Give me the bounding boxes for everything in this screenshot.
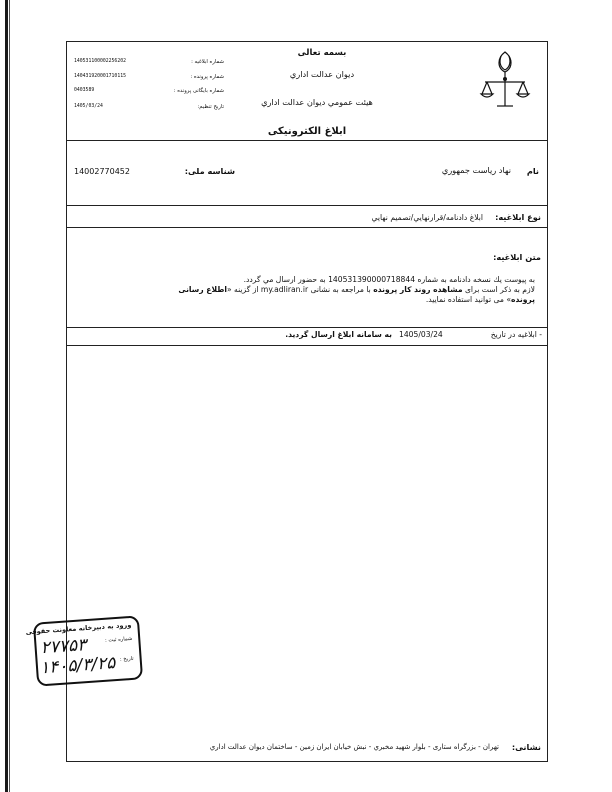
notice-text-line-2-part-b: مشاهده روند کار پرونده xyxy=(373,285,463,294)
scan-edge-line xyxy=(9,0,10,792)
notice-text-line-2-part-d: اطلاع رسانی xyxy=(178,285,227,294)
divider xyxy=(67,227,547,228)
notice-text-line-2-part-a: لازم به ذکر است برای xyxy=(464,285,535,294)
case-number-label: شماره پرونده : xyxy=(190,74,224,80)
scan-edge-bar xyxy=(5,0,8,792)
notice-number-label: شماره ابلاغيه : xyxy=(191,59,224,65)
address-label: نشانی: xyxy=(511,742,541,752)
board-name: هيئت عمومي ديوان عدالت اداري xyxy=(261,97,373,107)
divider xyxy=(67,205,547,206)
national-id-value: 14002770452 xyxy=(74,167,130,176)
stamp-reg-value: ۲۷۷۵۳ xyxy=(39,635,87,659)
archive-number-value: 0403589 xyxy=(74,88,95,93)
stamp-date-label: تاریخ : xyxy=(119,655,134,663)
notice-text-line-3-part-a: پرونده xyxy=(510,295,535,304)
delivery-label: - ابلاغيه در تاريخ xyxy=(490,330,542,339)
national-id-label: شناسه ملی: xyxy=(184,166,235,176)
notice-text-label: متن ابلاغيه: xyxy=(493,252,541,262)
notice-text-line-2 xyxy=(97,285,535,294)
court-name: دیوان عدالت اداري xyxy=(289,69,355,79)
address-value: تهران - بزرگراه ستاری - بلوار شهيد مخبري - نبش خيابان ايران زمين - ساختمان ديوان عدالت اداري xyxy=(209,743,499,751)
notice-text-line-3-part-b: » می توانيد استفاده نماييد. xyxy=(425,295,511,304)
notice-type-label: نوع ابلاغيه: xyxy=(495,212,541,222)
notice-text-line-2-part-c: با مراجعه به نشانی my.adliran.ir از گزينه « xyxy=(226,285,371,294)
divider xyxy=(67,140,547,141)
issue-date-value: 1405/03/24 xyxy=(74,104,103,109)
divider xyxy=(67,327,547,328)
stamp-reg-label: شماره ثبت : xyxy=(104,635,133,644)
issue-date-label: تاریخ تنظیم: xyxy=(197,104,224,110)
notice-number-value: 140531100002256202 xyxy=(74,59,126,64)
delivery-text: به سامانه ابلاغ ارسال گرديد. xyxy=(285,330,392,339)
delivery-date: 1405/03/24 xyxy=(399,330,443,339)
notice-text-line-3 xyxy=(327,295,535,304)
scales-of-justice-emblem-icon xyxy=(479,48,531,112)
notice-text-line-1: به پيوست يك نسخه دادنامه به شماره 140531390000718844 به حضور ارسال مي گردد. xyxy=(243,275,535,284)
recipient-name-label: نام xyxy=(526,166,539,176)
document-title: ابلاغ الكترونيكی xyxy=(267,126,347,137)
secretariat-receipt-stamp xyxy=(25,615,143,686)
basmala: بسمه تعالی xyxy=(297,48,347,58)
archive-number-label: شماره بایگانی پرونده : xyxy=(173,88,224,94)
notice-type-value: ابلاغ دادنامه/قرارنهايي/تصميم نهايي xyxy=(371,213,483,222)
case-number-value: 140431920001710115 xyxy=(74,74,126,79)
recipient-name-value: نهاد رياست جمهوري xyxy=(441,165,511,175)
stamp-date-value: ۱۴۰۵/۳/۲۵ xyxy=(39,653,116,679)
stamp-title: ورود به دبیرخانه معاونت حقوقی xyxy=(25,620,132,637)
divider xyxy=(67,345,547,346)
